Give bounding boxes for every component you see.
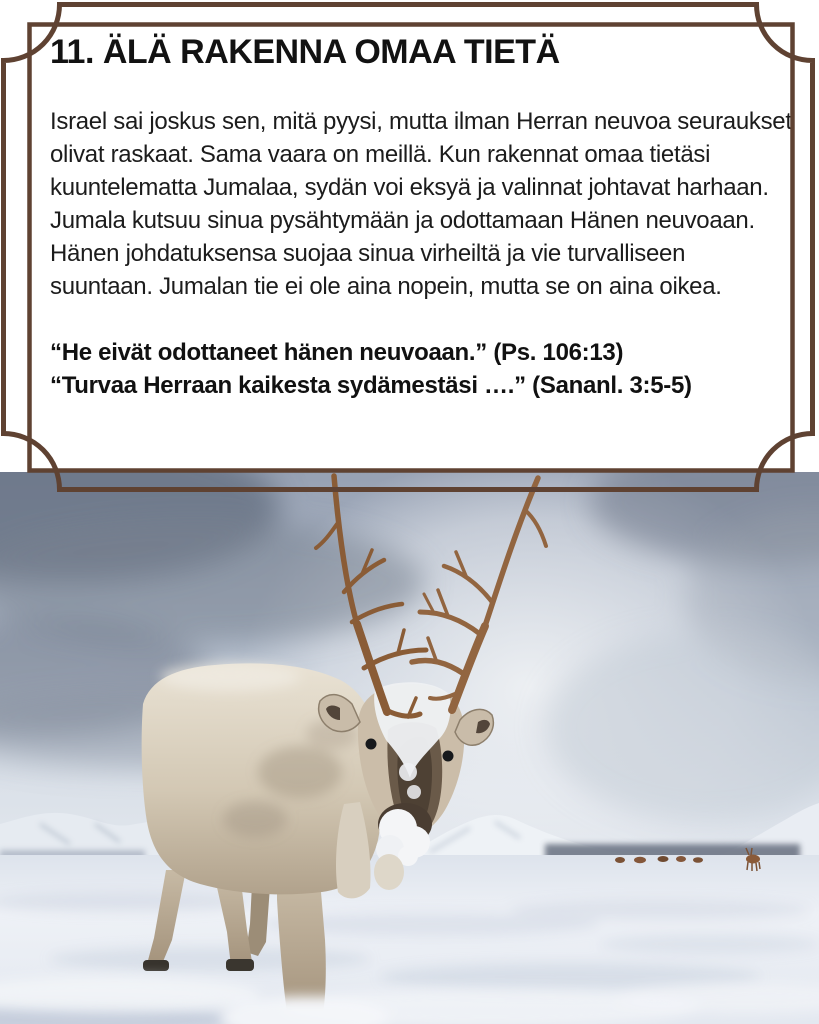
card-title: 11. ÄLÄ RAKENNA OMAA TIETÄ	[50, 33, 560, 71]
reindeer-eye-left	[366, 739, 377, 750]
reindeer-eye-right	[443, 751, 454, 762]
scripture-quote-1: “He eivät odottaneet hänen neuvoaan.” (Ps. 106:13)	[50, 339, 624, 367]
scripture-quote-2: “Turvaa Herraan kaikesta sydämestäsi ….” (Sananl. 3:5-5)	[50, 372, 692, 400]
text-card	[50, 33, 792, 402]
reindeer-chin-tuft	[374, 854, 404, 890]
reindeer-photo	[0, 472, 819, 1024]
card-body-paragraph: Israel sai joskus sen, mitä pyysi, mutta ilman Herran neuvoa seuraukset olivat raskaat. Sama vaara on meillä. Kun rakennat omaa tietäsi kuuntelematta Jumalaa, sydän voi eksyä ja valinnat johtavat harhaan. Jumala kutsuu sinua pysähtymään ja odottamaan Hänen neuvoaan. Hänen johdatuksensa suojaa sinua virheiltä ja vie turvalliseen suuntaan. Jumalan tie ei ole aina nopein, mutta se on aina oikea.	[50, 108, 792, 301]
